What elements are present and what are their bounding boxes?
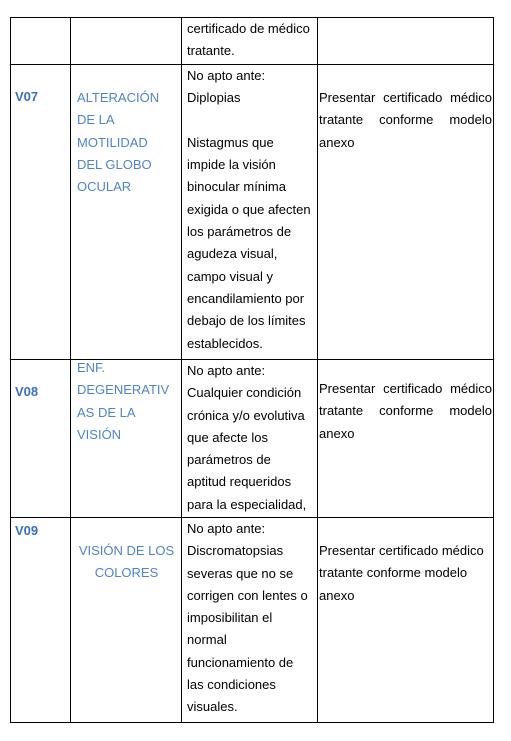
requirement-line: tratante conforme modelo (319, 565, 468, 581)
condition-line: OCULAR (77, 179, 132, 195)
row-code: V09 (15, 523, 39, 538)
criteria-line: Diplopias (187, 90, 241, 106)
criteria-line: parámetros de (187, 452, 271, 468)
condition-line: MOTILIDAD (77, 134, 148, 150)
condition-line: COLORES (94, 565, 159, 581)
criteria-line: establecidos. (187, 335, 263, 351)
condition-line: AS DE LA (77, 404, 136, 420)
criteria-line: No apto ante: (187, 363, 266, 378)
row-code: V08 (15, 384, 39, 399)
criteria-line: tratante. (187, 43, 235, 59)
condition-line: VISIÓN DE LOS (78, 543, 175, 558)
table-row (11, 65, 493, 360)
criteria-line: No apto ante: (187, 68, 266, 83)
requirement-line: anexo (319, 134, 355, 150)
requirement-line: Presentar certificado médico (319, 90, 492, 105)
table-row (11, 18, 493, 65)
criteria-line: para la especialidad, (187, 496, 307, 512)
criteria-line: visuales. (187, 699, 238, 715)
requirement-line: tratante conforme modelo (319, 112, 492, 128)
criteria-line: debajo de los límites (187, 313, 306, 329)
criteria-line: imposibilitan el (187, 610, 273, 626)
requirement-line: Presentar certificado médico (319, 543, 484, 558)
criteria-cell (182, 518, 318, 722)
requirement-line: anexo (319, 425, 355, 441)
requirement-line: tratante conforme modelo (319, 403, 492, 419)
criteria-cell (182, 18, 318, 64)
condition-cell (71, 18, 182, 64)
condition-name (71, 540, 182, 585)
code-cell (11, 65, 71, 359)
criteria-line (187, 110, 311, 132)
criteria-line: aptitud requeridos (187, 474, 292, 490)
condition-cell (71, 360, 182, 517)
condition-line: DE LA (77, 112, 115, 128)
criteria-line: las condiciones (187, 677, 276, 693)
code-cell (11, 360, 71, 517)
criteria-line: severas que no se (187, 565, 294, 581)
criteria-line: agudeza visual, (187, 246, 278, 262)
criteria-line: los parámetros de (187, 224, 292, 240)
criteria-line: Nistagmus que (187, 134, 274, 150)
table-row (11, 518, 493, 722)
criteria-line: corrigen con lentes o (187, 587, 308, 603)
code-cell (11, 518, 71, 722)
criteria-line: No apto ante: (187, 521, 266, 536)
requirement-cell (318, 65, 493, 359)
condition-line: DEL GLOBO (77, 156, 152, 172)
criteria-line: certificado de médico (187, 21, 310, 36)
condition-cell (71, 65, 182, 359)
criteria-line: Cualquier condición (187, 385, 302, 401)
requirement-cell (318, 518, 493, 722)
medical-criteria-table (10, 17, 494, 723)
code-cell (11, 18, 71, 64)
requirement-cell (318, 18, 493, 64)
condition-name (77, 357, 181, 446)
criteria-line: impide la visión (187, 157, 276, 173)
criteria-line: Discromatopsias (187, 543, 284, 559)
criteria-line: exigida o que afecten (187, 201, 311, 217)
criteria-cell (182, 65, 318, 359)
condition-cell (71, 518, 182, 722)
criteria-line: crónica y/o evolutiva (187, 407, 305, 423)
criteria-line: campo visual y (187, 268, 273, 284)
requirement-cell (318, 360, 493, 517)
row-code: V07 (15, 89, 39, 104)
table-row (11, 360, 493, 518)
requirement-line: Presentar certificado médico (319, 381, 492, 396)
condition-line: VISIÓN (77, 426, 122, 442)
criteria-line: que afecte los (187, 429, 268, 445)
requirement-line: anexo (319, 587, 355, 603)
criteria-cell (182, 360, 318, 517)
criteria-line: binocular mínima (187, 179, 286, 195)
condition-name (77, 87, 181, 198)
condition-line: ALTERACIÓN (77, 90, 160, 105)
criteria-line: encandilamiento por (187, 290, 305, 306)
criteria-line: normal (187, 632, 227, 648)
criteria-line: funcionamiento de (187, 654, 294, 670)
condition-line: ENF. (77, 360, 106, 375)
condition-line: DEGENERATIV (77, 382, 170, 398)
